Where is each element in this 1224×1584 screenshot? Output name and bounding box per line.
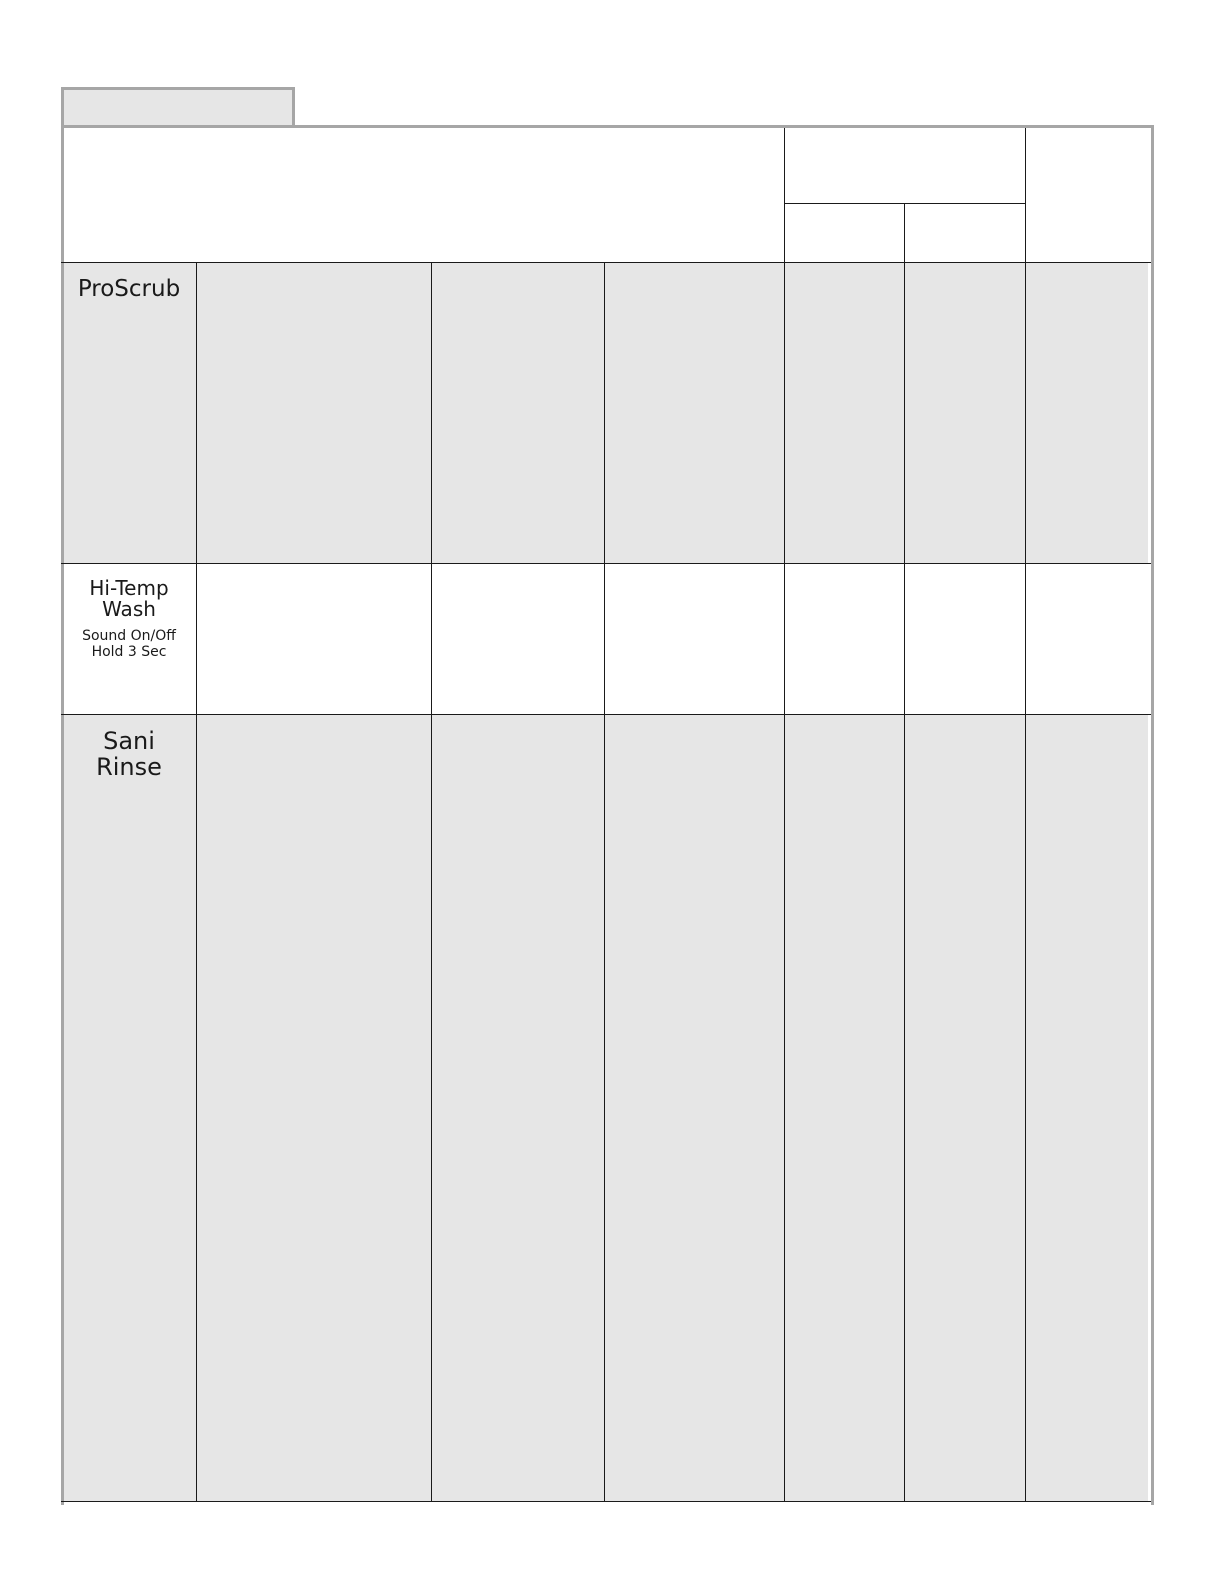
row-divider-header (61, 262, 1151, 263)
row-title-hi-temp-line2: Wash (102, 597, 156, 621)
row-title-proscrub: ProScrub (77, 276, 181, 302)
row-proscrub-background (64, 263, 1148, 563)
header-divider-col5 (784, 128, 785, 263)
row-subtitle-hold: Hold 3 Sec (91, 644, 167, 661)
row-label-hi-temp-wash (63, 578, 195, 660)
header-divider-col6 (904, 203, 905, 263)
col-divider-2 (431, 263, 432, 1502)
col-divider-3 (604, 263, 605, 1502)
header-tab (61, 87, 295, 126)
row-sani-rinse-background (64, 715, 1148, 1502)
row-title-sani-line2: Rinse (96, 753, 162, 782)
row-divider-1 (61, 563, 1151, 564)
row-subtitle-sound-toggle: Sound On/Off (82, 628, 176, 644)
col-divider-5 (904, 263, 905, 1502)
row-title-hi-temp-line1: Hi-Temp (89, 576, 169, 600)
col-divider-6 (1025, 263, 1026, 1502)
row-divider-2 (61, 714, 1151, 715)
col-divider-4 (784, 263, 785, 1502)
row-divider-bottom (61, 1501, 1151, 1502)
row-title-sani-line1: Sani (103, 727, 155, 755)
row-label-sani-rinse (63, 728, 195, 781)
header-divider-col7 (1025, 128, 1026, 263)
col-divider-1 (196, 263, 197, 1502)
row-label-proscrub (63, 278, 195, 301)
